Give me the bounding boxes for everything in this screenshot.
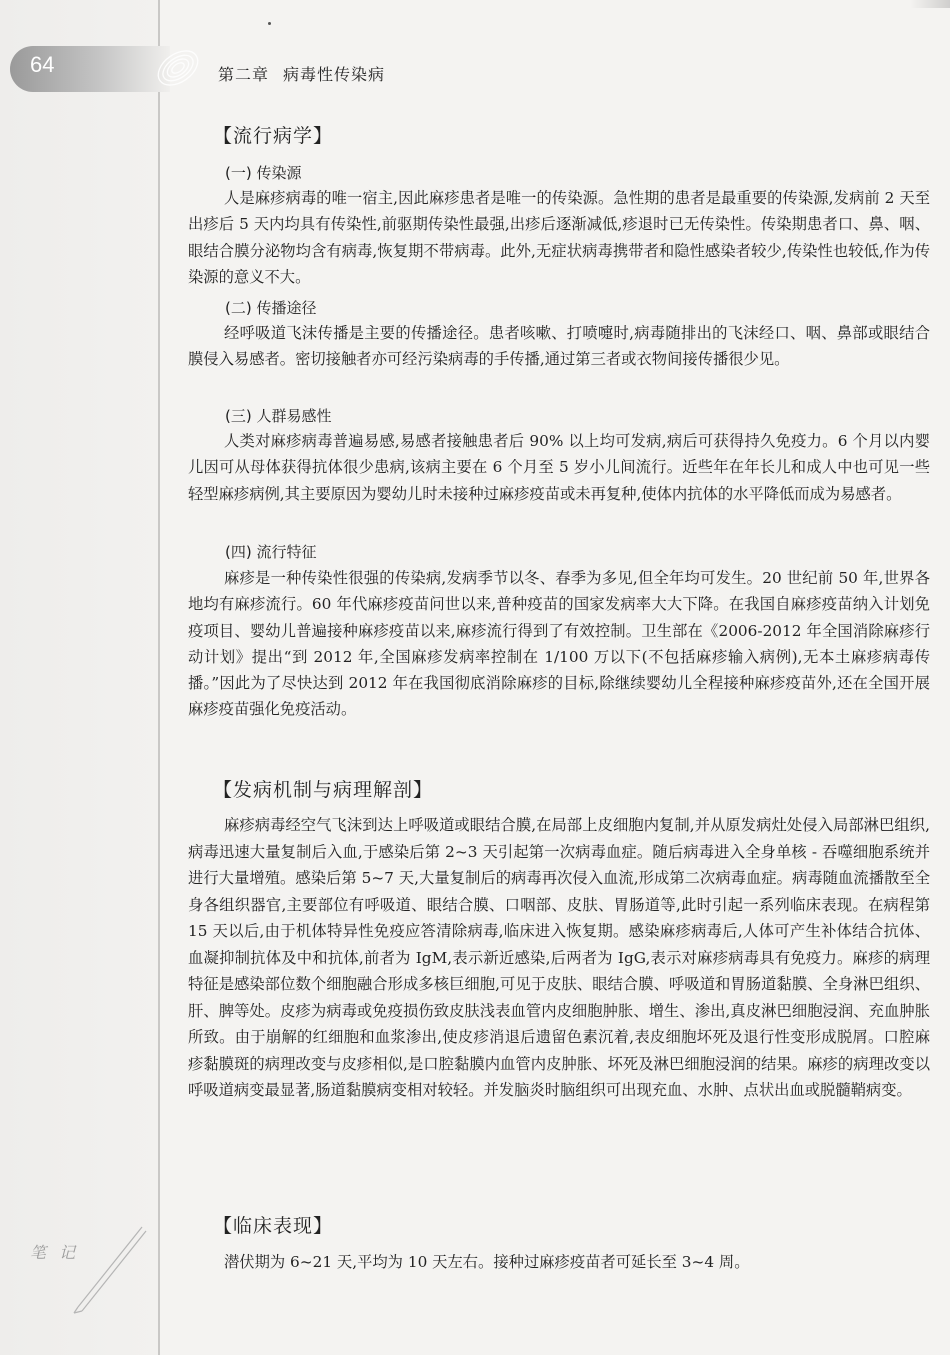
paragraph-clinical: 潜伏期为 6~21 天,平均为 10 天左右。接种过麻疹疫苗者可延长至 3~4 周。 [224,1253,750,1271]
subheading-transmission-route: (二) 传播途径 [225,299,317,317]
notes-label: 笔 记 [30,1243,80,1262]
pencil-icon [70,1225,150,1315]
subheading-susceptibility: (三) 人群易感性 [225,407,332,425]
paragraph-infection-source: 人是麻疹病毒的唯一宿主,因此麻疹患者是唯一的传染源。急性期的患者是最重要的传染源,发病前 2 天至出疹后 5 天内均具有传染性,前驱期传染性最强,出疹后逐渐减低,疹退时已无传染性。传染期患者口、鼻、咽、眼结合膜分泌物均含有病毒,恢复期不带病毒。此外,无症状病毒携带者和隐性感染者较少,传染性也较低,作为传染源的意义不大。 [188,189,930,286]
print-dot [268,22,271,25]
swirl-ornament-icon [152,42,204,94]
paragraph-susceptibility: 人类对麻疹病毒普遍易感,易感者接触患者后 90% 以上均可发病,病后可获得持久免疫力。6 个月以内婴儿因可从母体获得抗体很少患病,该病主要在 6 个月至 5 岁小儿间流行。近些年在年长儿和成人中也可见一些轻型麻疹病例,其主要原因为婴幼儿时未接种过麻疹疫苗或未再复种,使体内抗体的水平降低而成为易感者。 [188,432,930,503]
subheading-epidemic-features: (四) 流行特征 [225,543,317,561]
chapter-header [218,62,385,85]
paragraph-epidemic-features: 麻疹是一种传染性很强的传染病,发病季节以冬、春季为多见,但全年均可发生。20 世纪前 50 年,世界各地均有麻疹流行。60 年代麻疹疫苗问世以来,普种疫苗的国家发病率大大下降。在我国自麻疹疫苗纳入计划免疫项目、婴幼儿普遍接种麻疹疫苗以来,麻疹流行得到了有效控制。卫生部在《2006-2012 年全国消除麻疹行动计划》提出“到 2012 年,全国麻疹发病率控制在 1/100 万以下(不包括麻疹输入病例),无本土麻疹病毒传播。”因此为了尽快达到 2012 年在我国彻底消除麻疹的目标,除继续婴幼儿全程接种麻疹疫苗外,还在全国开展麻疹疫苗强化免疫活动。 [188,569,930,719]
margin-divider [158,0,160,1355]
page-edge-shadow [910,0,950,8]
page-number: 64 [30,52,55,77]
paragraph-pathogenesis: 麻疹病毒经空气飞沫到达上呼吸道或眼结合膜,在局部上皮细胞内复制,并从原发病灶处侵入局部淋巴组织,病毒迅速大量复制后入血,于感染后第 2~3 天引起第一次病毒血症。随后病毒进入全身单核 - 吞噬细胞系统并进行大量增殖。感染后第 5~7 天,大量复制后的病毒再次侵入血流,形成第二次病毒血症。病毒随血流播散至全身各组织器官,主要部位有呼吸道、眼结合膜、口咽部、皮肤、胃肠道等,此时引起一系列临床表现。在病程第 15 天以后,由于机体特异性免疫应答清除病毒,临床进入恢复期。感染麻疹病毒后,人体可产生补体结合抗体、血凝抑制抗体及中和抗体,前者为 IgM,表示新近感染,后两者为 IgG,表示对麻疹病毒具有免疫力。麻疹的病理特征是感染部位数个细胞融合形成多核巨细胞,可见于皮肤、眼结合膜、呼吸道和胃肠道黏膜、全身淋巴组织、肝、脾等处。皮疹为病毒或免疫损伤致皮肤浅表血管内皮细胞肿胀、增生、渗出,真皮淋巴细胞浸润、充血肿胀所致。由于崩解的红细胞和血浆渗出,使皮疹消退后遗留色素沉着,表皮细胞坏死及退行性变形成脱屑。口腔麻疹黏膜斑的病理改变与皮疹相似,是口腔黏膜内血管内皮肿胀、坏死及淋巴细胞浸润的结果。麻疹的病理改变以呼吸道病变最显著,肠道黏膜病变相对较轻。并发脑炎时脑组织可出现充血、水肿、点状出血或脱髓鞘病变。 [188,816,930,1099]
paragraph-transmission-route: 经呼吸道飞沫传播是主要的传播途径。患者咳嗽、打喷嚏时,病毒随排出的飞沫经口、咽、鼻部或眼结合膜侵入易感者。密切接触者亦可经污染病毒的手传播,通过第三者或衣物间接传播很少见。 [188,324,930,369]
section-title-epidemiology: 【流行病学】 [213,125,334,147]
section-title-clinical: 【临床表现】 [213,1215,334,1237]
chapter-title: 病毒性传染病 [283,65,386,84]
subheading-infection-source: (一) 传染源 [225,164,302,182]
section-title-pathogenesis: 【发病机制与病理解剖】 [213,779,434,801]
margin-sidebar [0,0,158,1355]
chapter-number: 第二章 [218,65,270,84]
